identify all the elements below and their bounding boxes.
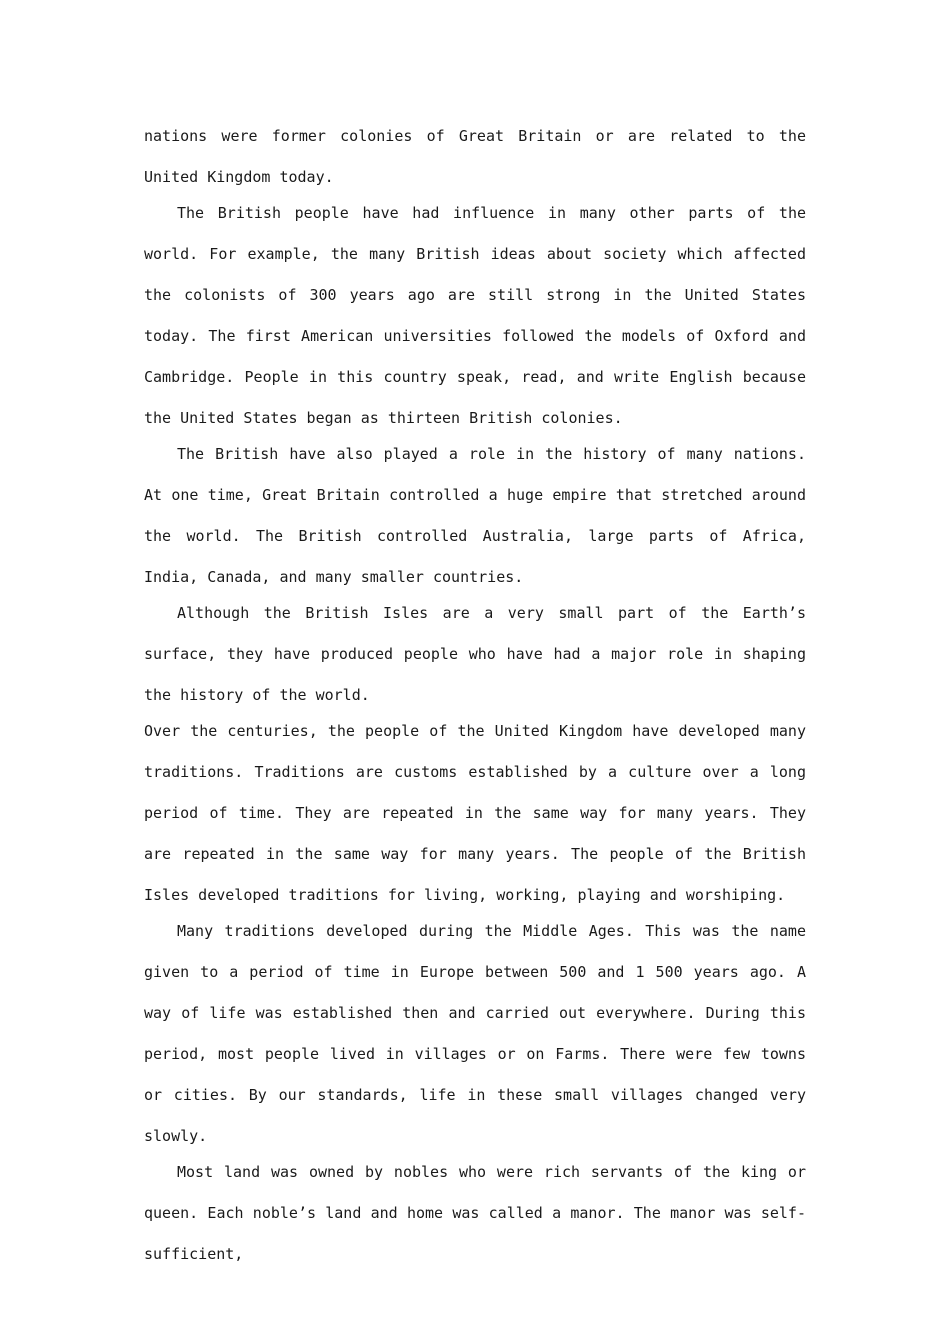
paragraph: Although the British Isles are a very small part of the Earth’s surface, they have produced people who have had a major role in shaping the history of the world. [144, 604, 806, 704]
paragraph: Over the centuries, the people of the United Kingdom have developed many traditions. Traditions are customs established by a culture over a long period of time. They are repeated in the same way for many years. They are repeated in the same way for many years. The people of the British Isles developed traditions for living, working, playing and worshiping. [144, 722, 806, 904]
paragraph: Many traditions developed during the Middle Ages. This was the name given to a period of time in Europe between 500 and 1 500 years ago. A way of life was established then and carried out everywhere. During this period, most people lived in villages or on Farms. There were few towns or cities. By our standards, life in these small villages changed very slowly. [144, 922, 806, 1145]
body-text [144, 116, 806, 1275]
paragraph: nations were former colonies of Great Britain or are related to the United Kingdom today. [144, 127, 806, 186]
paragraph: The British have also played a role in the history of many nations. At one time, Great Britain controlled a huge empire that stretched around the world. The British controlled Australia, large parts of Africa, India, Canada, and many smaller countries. [144, 445, 806, 586]
paragraph: Most land was owned by nobles who were rich servants of the king or queen. Each noble’s land and home was called a manor. The manor was self-sufficient, [144, 1163, 806, 1263]
paragraph: The British people have had influence in many other parts of the world. For example, the many British ideas about society which affected the colonists of 300 years ago are still strong in the United States today. The first American universities followed the models of Oxford and Cambridge. People in this country speak, read, and write English because the United States began as thirteen British colonies. [144, 204, 806, 427]
